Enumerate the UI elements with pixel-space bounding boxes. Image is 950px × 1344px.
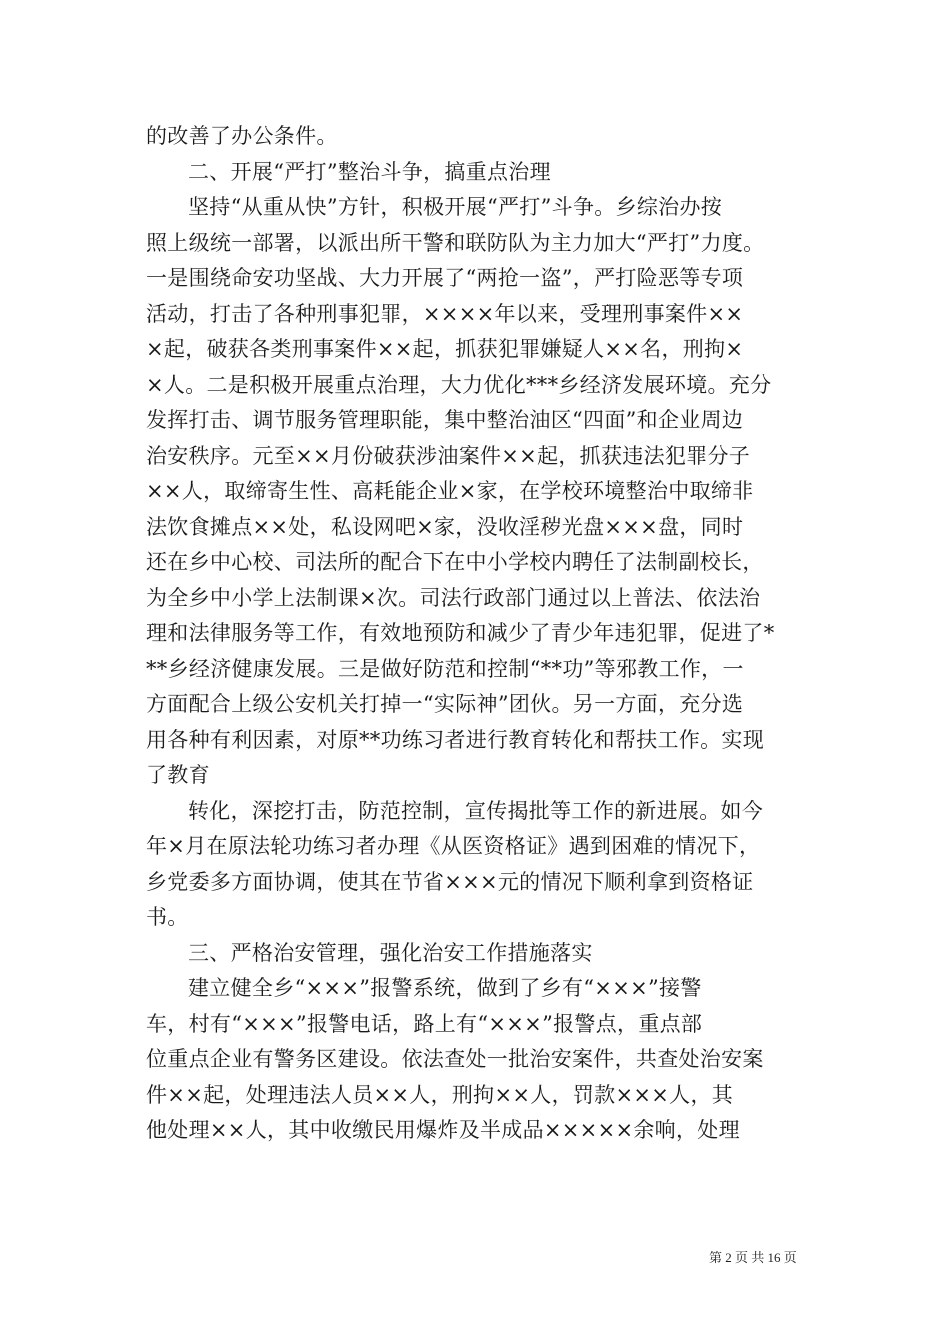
body-line: 转化，深挖打击，防范控制，宣传揭批等工作的新进展。如今 (188, 798, 764, 823)
body-line: 车，村有“×××”报警电话，路上有“×××”报警点，重点部 (146, 1011, 703, 1036)
body-line: 治安秩序。元至××月份破获涉油案件××起，抓获违法犯罪分子 (146, 443, 751, 468)
section-heading: 三、严格治安管理，强化治安工作措施落实 (188, 940, 593, 965)
document-body (146, 119, 808, 1149)
body-line: 法饮食摊点××处，私设网吧×家，没收淫秽光盘×××盘，同时 (146, 514, 744, 539)
body-line: 照上级统一部署，以派出所干警和联防队为主力加大“严打”力度。 (146, 230, 765, 255)
body-line: 建立健全乡“×××”报警系统，做到了乡有“×××”接警 (188, 976, 702, 1000)
body-line: 了教育 (146, 763, 210, 787)
body-line: **乡经济健康发展。三是做好防范和控制“**功”等邪教工作，一 (146, 656, 744, 681)
body-line: 书。 (146, 905, 189, 929)
body-line: 发挥打击、调节服务管理职能，集中整治油区“四面”和企业周边 (146, 408, 744, 432)
body-line: 一是围绕命安功坚战、大力开展了“两抢一盗”，严打险恶等专项 (146, 266, 744, 290)
body-line: 理和法律服务等工作，有效地预防和减少了青少年违犯罪，促进了* (146, 621, 775, 645)
body-line: 乡党委多方面协调，使其在节省×××元的情况下顺利拿到资格证 (146, 869, 754, 894)
section-heading: 二、开展“严打”整治斗争，搞重点治理 (188, 159, 551, 184)
body-line: ×起，破获各类刑事案件××起，抓获犯罪嫌疑人××名，刑拘× (146, 337, 744, 361)
body-line: 方面配合上级公安机关打掉一“实际神”团伙。另一方面，充分选 (146, 692, 744, 716)
body-line: 坚持“从重从快”方针，积极开展“严打”斗争。乡综治办按 (188, 195, 723, 219)
body-line: 位重点企业有警务区建设。依法查处一批治安案件，共查处治安案 (146, 1047, 764, 1071)
body-line: ×人。二是积极开展重点治理，大力优化***乡经济发展环境。充分 (146, 372, 772, 397)
body-line: ××人，取缔寄生性、高耗能企业×家，在学校环境整治中取缔非 (146, 479, 754, 503)
body-line: 他处理××人，其中收缴民用爆炸及半成品×××××余响，处理 (146, 1118, 740, 1142)
body-line: 还在乡中心校、司法所的配合下在中小学校内聘任了法制副校长， (146, 550, 764, 574)
body-line: 为全乡中小学上法制课×次。司法行政部门通过以上普法、依法治 (146, 585, 761, 610)
body-line: 件××起，处理违法人员××人，刑拘××人，罚款×××人，其 (146, 1082, 734, 1107)
body-line: 用各种有利因素，对原**功练习者进行教育转化和帮扶工作。实现 (146, 727, 764, 752)
page-number-footer: 第 2 页 共 16 页 (709, 1250, 797, 1265)
body-line: 活动，打击了各种刑事犯罪，××××年以来，受理刑事案件×× (146, 301, 744, 326)
body-line: 的改善了办公条件。 (146, 124, 338, 148)
body-line: 年×月在原法轮功练习者办理《从医资格证》遇到困难的情况下， (146, 834, 761, 858)
